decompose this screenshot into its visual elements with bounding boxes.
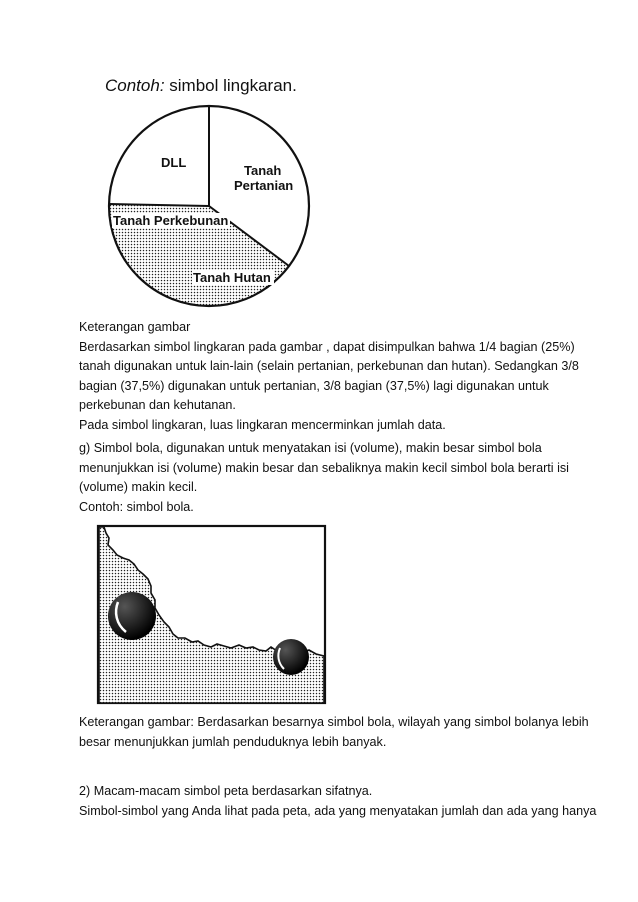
pie-title xyxy=(105,76,297,95)
text-line: Keterangan gambar xyxy=(79,320,191,334)
section-heading: 2) Macam-macam simbol peta berdasarkan sifatnya. xyxy=(79,784,373,798)
pie-label-dll: DLL xyxy=(161,155,187,170)
text-line: besar menunjukkan jumlah penduduknya lebih banyak. xyxy=(79,734,387,749)
text-line: perkebunan dan kehutanan. xyxy=(79,398,236,413)
text-line: Simbol-simbol yang Anda lihat pada peta, ada yang menyatakan jumlah dan ada yang hanya xyxy=(79,803,597,818)
pie-title-italic: Contoh: xyxy=(105,76,165,95)
text-line: menunjukkan isi (volume) makin besar dan sebaliknya makin kecil simbol bola berarti isi xyxy=(79,460,569,475)
pie-chart xyxy=(103,72,313,314)
text-line: g) Simbol bola, digunakan untuk menyatakan isi (volume), makin besar simbol bola xyxy=(79,441,542,455)
text-line: (volume) makin kecil. xyxy=(79,480,198,495)
text-line: Berdasarkan simbol lingkaran pada gambar , dapat disimpulkan bahwa 1/4 bagian (25%) xyxy=(79,339,575,354)
pie-label-pertanian-1: Tanah xyxy=(244,163,282,178)
ball-symbol-description xyxy=(79,439,579,517)
pie-label-hutan: Tanah Hutan xyxy=(193,270,271,285)
pie-label-pertanian-2: Pertanian xyxy=(234,178,294,193)
ball-map-explanation xyxy=(79,713,589,752)
pie-label-perkebunan: Tanah Perkebunan xyxy=(113,213,229,228)
text-line: tanah digunakan untuk lain-lain (selain pertanian, perkebunan dan hutan). Sedangkan 3/8 xyxy=(79,359,579,374)
text-line: Contoh: simbol bola. xyxy=(79,499,194,514)
text-line: bagian (37,5%) digunakan untuk pertanian, 3/8 bagian (37,5%) lagi digunakan untuk xyxy=(79,378,549,393)
ball-symbol-map xyxy=(96,524,328,706)
text-line: Pada simbol lingkaran, luas lingkaran mencerminkan jumlah data. xyxy=(79,417,446,432)
text-line: Keterangan gambar: Berdasarkan besarnya simbol bola, wilayah yang simbol bolanya lebih xyxy=(79,715,589,729)
map-symbol-types-section xyxy=(79,782,597,821)
pie-title-rest: simbol lingkaran. xyxy=(164,76,297,95)
pie-chart-figure xyxy=(103,72,313,314)
pie-explanation xyxy=(79,318,579,436)
